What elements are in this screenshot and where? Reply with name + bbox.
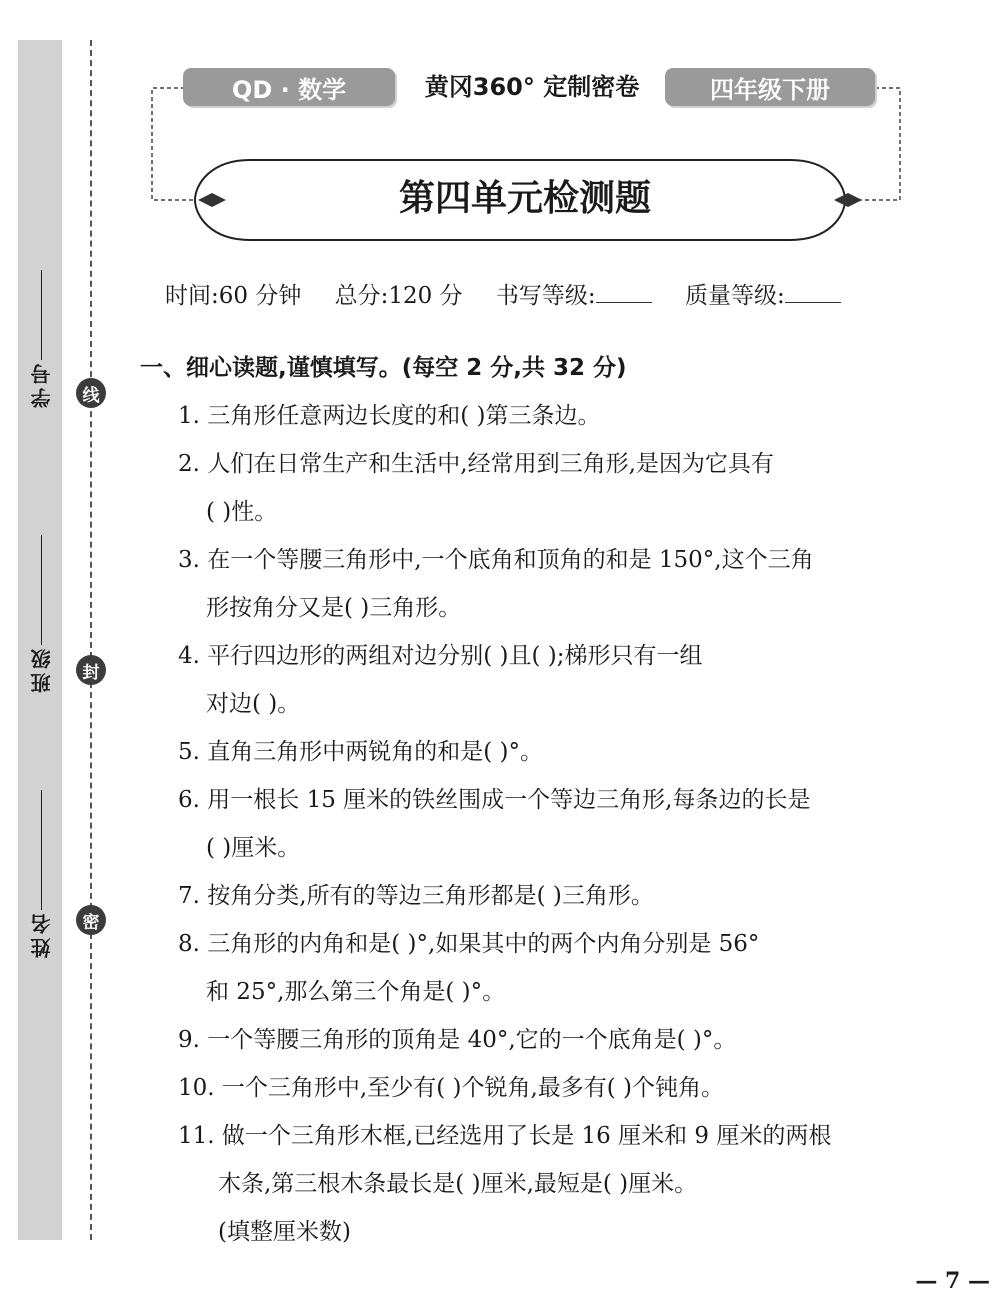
quality-grade-label: 质量等级: bbox=[684, 283, 785, 309]
subject-badge: QD · 数学 bbox=[183, 68, 395, 106]
question-line: ( )性。 bbox=[206, 499, 278, 525]
writing-grade-blank bbox=[596, 280, 652, 303]
question-line: 和 25°,那么第三个角是( )°。 bbox=[206, 979, 506, 1005]
writing-grade-label: 书写等级: bbox=[495, 283, 596, 309]
exam-meta bbox=[165, 280, 841, 312]
total-score-info: 总分:120 分 bbox=[334, 283, 463, 309]
name-field bbox=[24, 790, 58, 958]
question-line: ( )厘米。 bbox=[206, 835, 301, 861]
question-line: 10. 一个三角形中,至少有( )个锐角,最多有( )个钝角。 bbox=[178, 1075, 725, 1101]
question-line: 4. 平行四边形的两组对边分别( )且( );梯形只有一组 bbox=[178, 643, 703, 669]
question-line: (填整厘米数) bbox=[218, 1219, 351, 1245]
question-line: 11. 做一个三角形木框,已经选用了长是 16 厘米和 9 厘米的两根 bbox=[178, 1123, 832, 1149]
question-line: 木条,第三根木条最长是( )厘米,最短是( )厘米。 bbox=[218, 1171, 698, 1197]
series-name: 黄冈360° 定制密卷 bbox=[424, 73, 640, 101]
student-id-field bbox=[24, 270, 58, 408]
quality-grade-blank bbox=[785, 280, 841, 303]
question-line: 3. 在一个等腰三角形中,一个底角和顶角的和是 150°,这个三角 bbox=[178, 547, 814, 573]
name-label: 姓名 bbox=[29, 910, 54, 958]
class-field bbox=[24, 535, 58, 693]
class-label: 班级 bbox=[29, 645, 54, 693]
question-line: 7. 按角分类,所有的等边三角形都是( )三角形。 bbox=[178, 883, 654, 909]
question-line: 6. 用一根长 15 厘米的铁丝围成一个等边三角形,每条边的长是 bbox=[178, 787, 811, 813]
question-line: 2. 人们在日常生产和生活中,经常用到三角形,是因为它具有 bbox=[178, 451, 774, 477]
question-line: 1. 三角形任意两边长度的和( )第三条边。 bbox=[178, 403, 601, 429]
seal-secret-mark: 密 bbox=[76, 905, 106, 935]
time-info: 时间:60 分钟 bbox=[165, 283, 302, 309]
question-line: 对边( )。 bbox=[206, 691, 301, 717]
seal-line-mark: 线 bbox=[76, 378, 106, 408]
student-id-label: 学号 bbox=[29, 360, 54, 408]
question-line: 形按角分又是( )三角形。 bbox=[206, 595, 462, 621]
section-heading: 一、细心读题,谨慎填写。(每空 2 分,共 32 分) bbox=[140, 355, 627, 381]
question-line: 5. 直角三角形中两锐角的和是( )°。 bbox=[178, 739, 544, 765]
question-line: 8. 三角形的内角和是( )°,如果其中的两个内角分别是 56° bbox=[178, 931, 760, 957]
page-number: — 7 — bbox=[915, 1268, 990, 1294]
question-line: 9. 一个等腰三角形的顶角是 40°,它的一个底角是( )°。 bbox=[178, 1027, 737, 1053]
seal-seal-mark: 封 bbox=[76, 655, 106, 685]
grade-badge: 四年级下册 bbox=[665, 68, 875, 106]
page-title: 第四单元检测题 bbox=[398, 177, 651, 219]
